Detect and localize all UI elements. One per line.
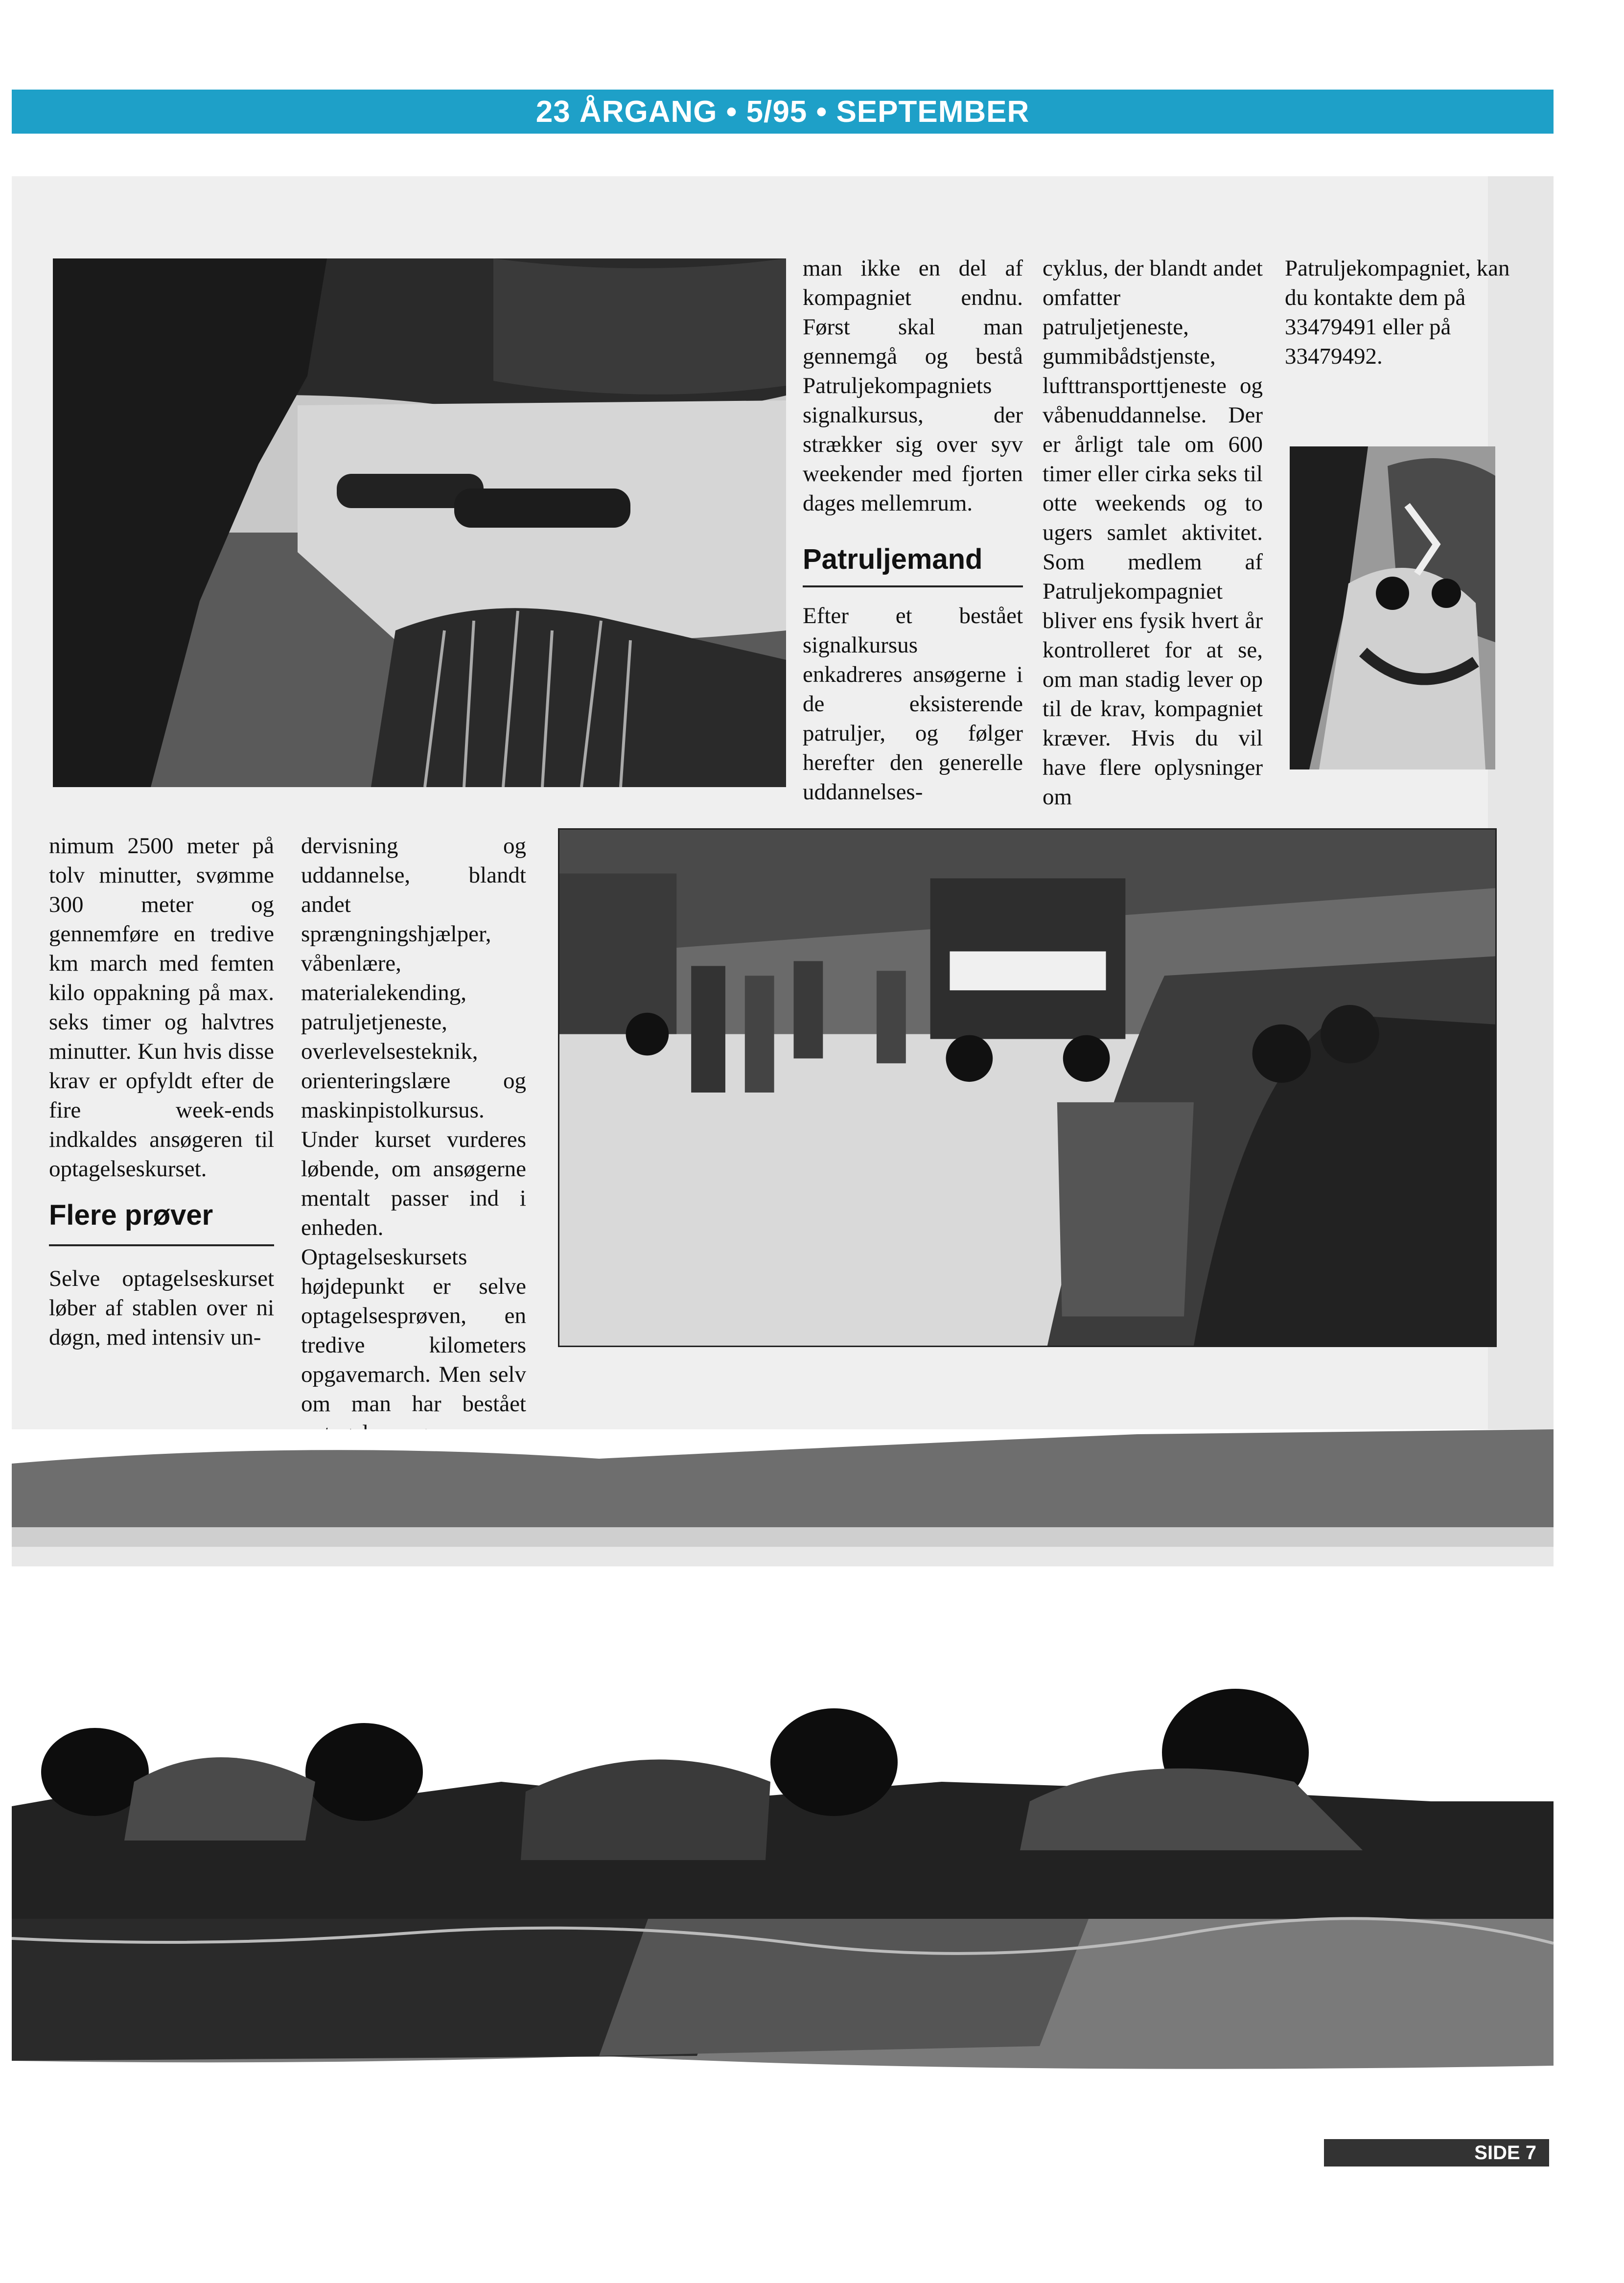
issue-header-title: 23 ÅRGANG • 5/95 • SEPTEMBER <box>535 94 1030 129</box>
column-e-text: Patruljekompagniet, kan du kontakte dem på 33479491 eller på 33479492. <box>1285 256 1510 369</box>
swimmers-photo <box>12 1429 1554 2124</box>
column-c-text: man ikke en del af kompagniet endnu. Først skal man gennemgå og bestå Patruljekompagniets signalkursus, der strækker sig over syv weekender med fjorten dages mellemrum. <box>803 256 1023 516</box>
subhead-flere-prover: Flere prøver <box>49 1199 213 1231</box>
camouflage-face-photo <box>1290 446 1495 769</box>
subhead-rule <box>803 585 1023 587</box>
article-column-a2 <box>49 1264 274 1352</box>
issue-header-bar <box>12 90 1554 134</box>
article-column-c2 <box>803 601 1023 807</box>
article-column-c <box>803 254 1023 518</box>
page-number-badge <box>1324 2139 1549 2167</box>
article-column-b <box>301 831 526 1448</box>
column-d-text: cyklus, der blandt andet omfatter patruljetjeneste, gummibådstjenste, lufttransporttjeneste og våbenuddannelse. Der er årligt tale om 600 timer eller cirka seks til otte weekends og to ugers samlet aktivitet. Som medlem af Patruljekompagniet bliver ens fysik hvert år kontrolleret for at se, om man stadig lever op til de krav, kompagniet kræver. Hvis du vil have flere oplysninger om <box>1043 256 1263 810</box>
column-c2-text: Efter et bestået signalkursus enkadreres ansøgerne i de eksisterende patruljer, og følger herefter den generelle uddannelses- <box>803 603 1023 805</box>
article-column-e <box>1285 254 1515 371</box>
column-b-text: dervisning og uddannelse, blandt andet sprængningshjælper, våbenlære, materialekending, patruljetjeneste, overlevelsesteknik, orienteringslære og maskinpistolkursus. Under kurset vurderes løbende, om ansøgerne mentalt passer ind i enheden. Optagelseskursets højdepunkt er selve optagelsesprøven, en tredive kilometers opgavemarch. Men selv om man har bestået <box>301 833 526 1417</box>
column-a-text: nimum 2500 meter på tolv minutter, svømme 300 meter og gennemføre en tredive km march med femten kilo oppakning på max. seks timer og halvtres minutter. Kun hvis disse krav er opfyldt efter de fire week-ends indkaldes ansøgeren til optagelseskurset. <box>49 833 274 1182</box>
page-number-label: SIDE 7 <box>1474 2142 1536 2164</box>
article-column-a <box>49 831 274 1184</box>
lake-boats-photo <box>53 258 786 787</box>
subhead-rule <box>49 1244 274 1246</box>
trucks-soldiers-photo <box>558 828 1497 1347</box>
article-column-d <box>1043 254 1263 812</box>
column-a2-text: Selve optagelseskurset løber af stablen over ni døgn, med intensiv un- <box>49 1266 274 1350</box>
subhead-patruljemand: Patruljemand <box>803 543 983 575</box>
